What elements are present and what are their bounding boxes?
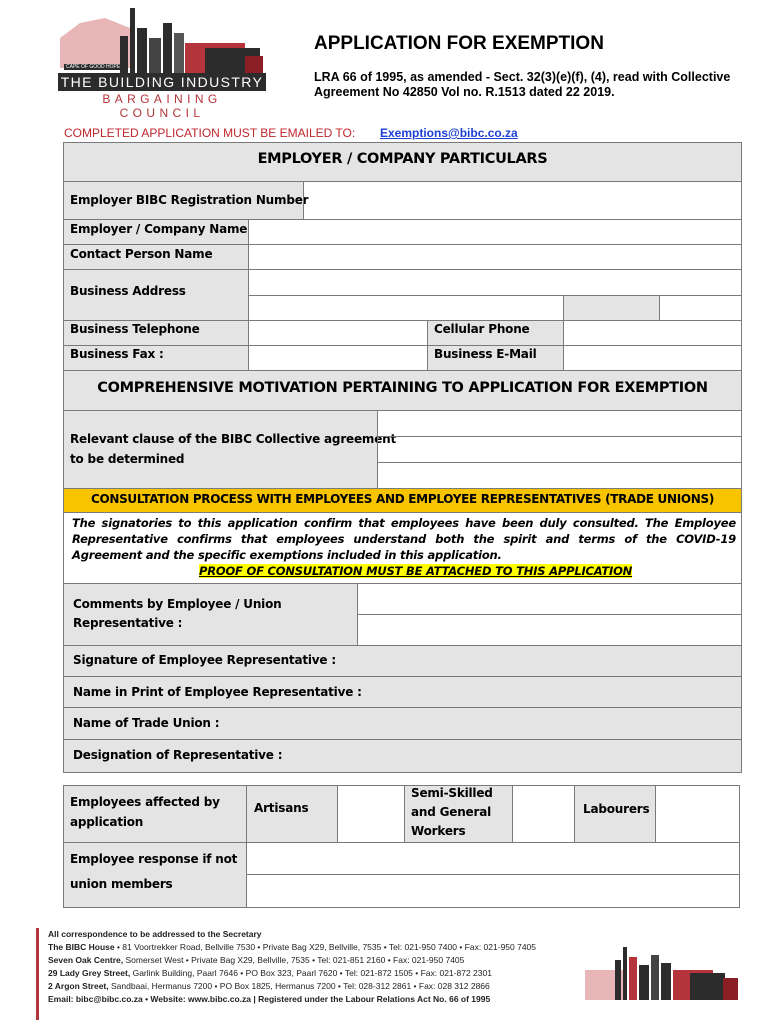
response-field-line1[interactable] (246, 842, 740, 875)
footer-logo-skyline (585, 945, 740, 1000)
logo-text-line2: BARGAINING COUNCIL (102, 92, 222, 120)
clause-label-line2: to be determined (70, 452, 185, 466)
motivation-section-title: COMPREHENSIVE MOTIVATION PERTAINING TO APPLICATION FOR EXEMPTION (97, 380, 708, 396)
address-field-line2[interactable] (248, 295, 564, 321)
consultation-section-title: CONSULTATION PROCESS WITH EMPLOYEES AND EMPLOYEE REPRESENTATIVES (TRADE UNIONS) (90, 492, 715, 506)
comments-field-line1[interactable] (357, 583, 742, 615)
semi-skilled-field[interactable] (512, 785, 575, 843)
response-label-line1: Employee response if not (70, 852, 238, 866)
comments-label-line1: Comments by Employee / Union (73, 597, 282, 611)
cellular-label: Cellular Phone (434, 322, 530, 336)
affected-label-cell (63, 785, 247, 843)
clause-field-line3[interactable] (377, 462, 742, 489)
response-field-line2[interactable] (246, 874, 740, 908)
affected-label-line1: Employees affected by (70, 795, 220, 809)
artisans-field[interactable] (337, 785, 405, 843)
semi-skilled-label-line1: Semi-Skilled (411, 786, 493, 800)
fax-label: Business Fax : (70, 347, 164, 361)
labourers-label: Labourers (583, 802, 650, 816)
footer-line5: 2 Argon Street, Sandbaai, Hermanus 7200 • PO Box 1825, Hermanus 7200 • Tel: 028-312 2861 • Fax: 028 312 2866 (48, 981, 490, 991)
reg-number-label: Employer BIBC Registration Number (70, 193, 309, 207)
trade-union-label: Name of Trade Union : (73, 716, 220, 730)
business-email-label: Business E-Mail (434, 347, 537, 361)
reg-number-field[interactable] (303, 181, 742, 220)
footer-line1: All correspondence to be addressed to the Secretary (48, 929, 262, 939)
proof-notice: PROOF OF CONSULTATION MUST BE ATTACHED TO THIS APPLICATION (199, 564, 633, 578)
email-instruction: COMPLETED APPLICATION MUST BE EMAILED TO: (64, 126, 356, 140)
semi-skilled-label-line2: and General (411, 805, 492, 819)
page-subtitle: LRA 66 of 1995, as amended - Sect. 32(3)(e)(f), (4), read with Collective Agreement No 42850 Vol no. R.1513 dated 22 2019. (314, 70, 731, 99)
telephone-field[interactable] (248, 320, 428, 346)
telephone-label: Business Telephone (70, 322, 200, 336)
clause-label-cell (63, 410, 378, 489)
business-email-field[interactable] (563, 345, 742, 371)
comments-field-line2[interactable] (357, 614, 742, 646)
logo-text-line1: THE BUILDING INDUSTRY (58, 73, 266, 91)
response-label-line2: union members (70, 877, 173, 891)
signature-label: Signature of Employee Representative : (73, 653, 336, 667)
designation-label: Designation of Representative : (73, 748, 283, 762)
footer-accent-bar (36, 928, 39, 1020)
page-title: APPLICATION FOR EXEMPTION (314, 33, 604, 54)
comments-label-line2: Representative : (73, 616, 183, 630)
footer-line3: Seven Oak Centre, Somerset West • Private Bag X29, Bellville, 7535 • Tel: 021-851 2160 • Fax: 021-950 7405 (48, 955, 465, 965)
footer-line2: The BIBC House • 81 Voortrekker Road, Bellville 7530 • Private Bag X29, Bellville, 7535 • Tel: 021-950 7400 • Fax: 021-950 7405 (48, 942, 537, 952)
company-name-label: Employer / Company Name (70, 222, 248, 236)
address-postal-field[interactable] (659, 295, 742, 321)
logo-tag: CAPE OF GOOD HOPE (66, 64, 121, 70)
address-field-line1[interactable] (248, 269, 742, 296)
footer-line4: 29 Lady Grey Street, Garlink Building, Paarl 7646 • PO Box 323, Paarl 7620 • Tel: 021-872 1505 • Fax: 021-872 2301 (48, 968, 492, 978)
labourers-field[interactable] (655, 785, 740, 843)
fax-field[interactable] (248, 345, 428, 371)
address-code-cell (563, 295, 660, 321)
company-name-field[interactable] (248, 219, 742, 245)
contact-person-field[interactable] (248, 244, 742, 270)
address-label: Business Address (70, 284, 186, 298)
employer-section-title: EMPLOYER / COMPANY PARTICULARS (257, 151, 548, 167)
footer-address-block (48, 928, 536, 1006)
artisans-label: Artisans (254, 801, 309, 815)
clause-field-line1[interactable] (377, 410, 742, 437)
clause-field-line2[interactable] (377, 436, 742, 463)
name-print-label: Name in Print of Employee Representative : (73, 685, 362, 699)
clause-label-line1: Relevant clause of the BIBC Collective agreement (70, 432, 397, 446)
consultation-statement: The signatories to this application confirm that employees have been duly consulted. The Employee Representative confirms that employees understand both the spirit and terms of the COVID-19 Agreement and the specific exemptions included in this application. (72, 516, 736, 562)
exemptions-email-link[interactable]: Exemptions@bibc.co.za (380, 126, 518, 140)
footer-line6: Email: bibc@bibc.co.za • Website: www.bibc.co.za | Registered under the Labour Relations Act No. 66 of 1995 (48, 994, 491, 1004)
contact-person-label: Contact Person Name (70, 247, 213, 261)
comments-label-cell (63, 583, 358, 646)
cellular-field[interactable] (563, 320, 742, 346)
affected-label-line2: application (70, 815, 144, 829)
semi-skilled-label-line3: Workers (411, 824, 466, 838)
